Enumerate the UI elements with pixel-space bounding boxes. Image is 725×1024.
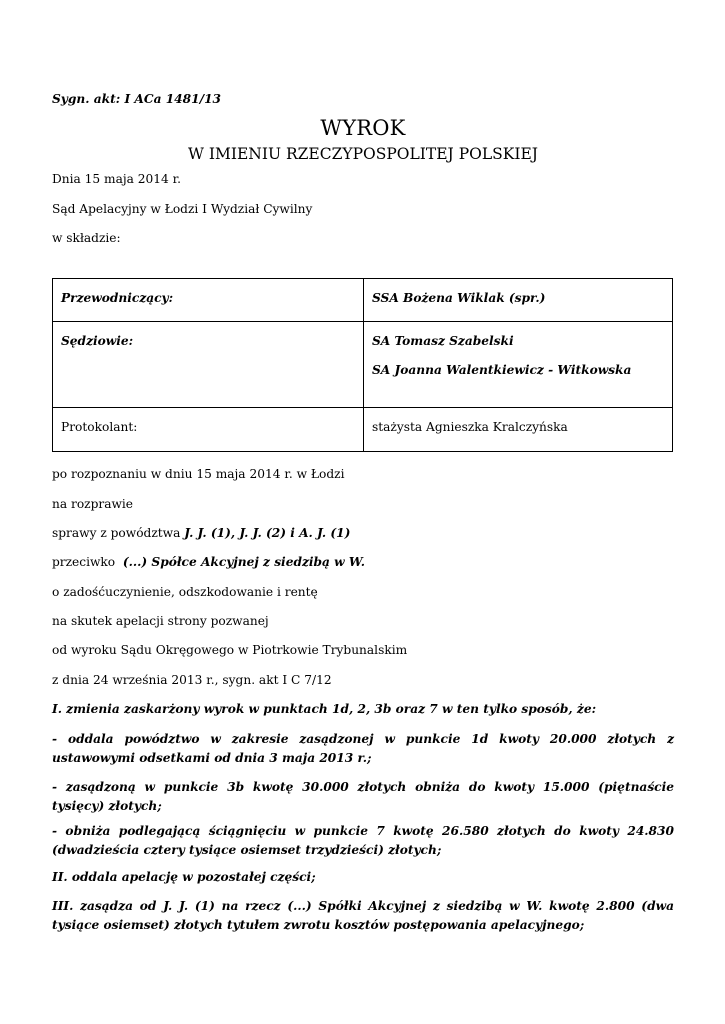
table-row xyxy=(53,408,673,452)
ruling-paragraph: II. oddala apelację w pozostałej części; xyxy=(52,870,316,884)
ruling-paragraph: - zasądzoną w punkcie 3b kwotę 30.000 złotych obniża do kwoty 15.000 (piętnaście tysięcy) złotych; xyxy=(52,780,674,813)
case-number: Sygn. akt: I ACa 1481/13 xyxy=(52,92,222,106)
judge-name: SA Tomasz Szabelski xyxy=(372,334,514,348)
plaintiffs-prefix: sprawy z powództwa xyxy=(52,526,185,540)
proceedings-line: na skutek apelacji strony pozwanej xyxy=(52,614,269,628)
document-subtitle: W IMIENIU RZECZYPOSPOLITEJ POLSKIEJ xyxy=(188,145,538,163)
defendant-prefix: przeciwko xyxy=(52,555,123,569)
ruling-paragraph: - obniża podlegającą ściągnięciu w punkcie 7 kwotę 26.580 złotych do kwoty 24.830 (dwadzieścia cztery tysiące osiemset trzydzieści) złotych; xyxy=(52,824,674,857)
presiding-value: SSA Bożena Wiklak (spr.) xyxy=(364,279,673,322)
proceedings-line: z dnia 24 września 2013 r., sygn. akt I C 7/12 xyxy=(52,673,332,687)
ruling-paragraph: III. zasądza od J. J. (1) na rzecz (...) Spółki Akcyjnej z siedzibą w W. kwotę 2.800 (dwa tysiące osiemset) złotych tytułem zwrotu kosztów postępowania apelacyjnego; xyxy=(52,899,674,932)
proceedings-line xyxy=(52,553,674,572)
composition-label: w składzie: xyxy=(52,231,121,245)
document-title: WYROK xyxy=(320,116,406,140)
defendant: (...) Spółce Akcyjnej z siedzibą w W. xyxy=(122,555,365,569)
judge-name: SA Joanna Walentkiewicz - Witkowska xyxy=(372,363,632,377)
table-row xyxy=(53,279,673,322)
proceedings-line: po rozpoznaniu w dniu 15 maja 2014 r. w Łodzi xyxy=(52,467,345,481)
judges-value xyxy=(364,322,673,408)
proceedings-line: na rozprawie xyxy=(52,497,134,511)
ruling-paragraph: - oddala powództwo w zakresie zasądzonej w punkcie 1d kwoty 20.000 złotych z ustawowymi odsetkami od dnia 3 maja 2013 r.; xyxy=(52,732,674,765)
court-composition-table xyxy=(52,278,673,452)
clerk-value: stażysta Agnieszka Kralczyńska xyxy=(364,408,673,452)
judges-label: Sędziowie: xyxy=(53,322,364,408)
clerk-label: Protokolant: xyxy=(53,408,364,452)
judgment-date: Dnia 15 maja 2014 r. xyxy=(52,172,182,186)
document-page xyxy=(52,0,674,1024)
presiding-label: Przewodniczący: xyxy=(53,279,364,322)
ruling-paragraph: I. zmienia zaskarżony wyrok w punktach 1d, 2, 3b oraz 7 w ten tylko sposób, że: xyxy=(52,702,597,716)
proceedings-line: o zadośćuczynienie, odszkodowanie i rentę xyxy=(52,585,318,599)
plaintiffs: J. J. (1), J. J. (2) i A. J. (1) xyxy=(184,526,351,540)
proceedings-line: od wyroku Sądu Okręgowego w Piotrkowie Trybunalskim xyxy=(52,643,408,657)
court-name: Sąd Apelacyjny w Łodzi I Wydział Cywilny xyxy=(52,202,313,216)
table-row xyxy=(53,322,673,408)
proceedings-line xyxy=(52,524,674,543)
